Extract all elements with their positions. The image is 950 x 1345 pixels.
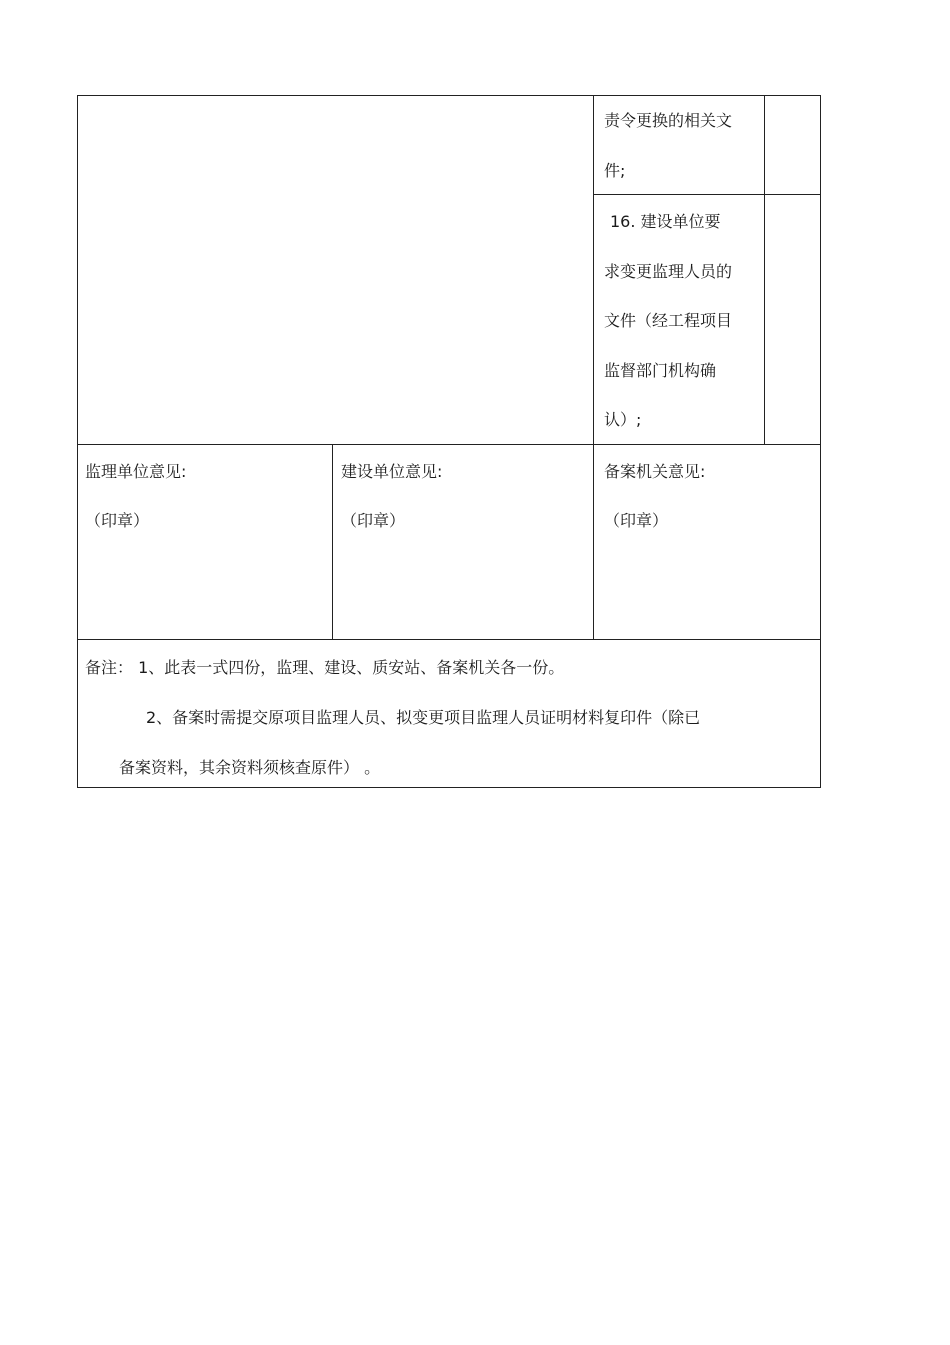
item15-line-1: 责令更换的相关文 <box>604 111 733 130</box>
construction-seal: （印章） <box>341 511 406 530</box>
item16-line-5: 认）; <box>604 410 642 429</box>
remarks-line-2: 2、备案时需提交原项目监理人员、拟变更项目监理人员证明材料复印件（除已 <box>146 708 701 727</box>
divider-item15-item16 <box>593 194 821 195</box>
filing-seal: （印章） <box>604 511 669 530</box>
divider-opinion-1 <box>332 444 333 639</box>
item16-line-3: 文件（经工程项目 <box>604 311 733 330</box>
divider-opinion-2 <box>593 444 594 639</box>
item16-line-2: 求变更监理人员的 <box>604 262 733 281</box>
item16-line-4: 监督部门机构确 <box>604 361 717 380</box>
filing-form-table <box>77 95 821 788</box>
remarks-line-1: 备注： 1、此表一式四份，监理、建设、质安站、备案机关各一份。 <box>85 658 565 677</box>
supervision-opinion-label: 监理单位意见: <box>85 462 187 481</box>
divider-opinions-top <box>78 444 821 445</box>
divider-left-right <box>593 96 594 444</box>
construction-opinion-label: 建设单位意见: <box>341 462 443 481</box>
divider-check-column <box>764 96 765 444</box>
filing-opinion-label: 备案机关意见: <box>604 462 706 481</box>
divider-remarks-top <box>78 639 821 640</box>
item15-line-2: 件; <box>604 161 626 180</box>
item16-line-1: 16. 建设单位要 <box>610 212 721 231</box>
supervision-seal: （印章） <box>85 511 150 530</box>
remarks-line-3: 备案资料，其余资料须核查原件） 。 <box>119 758 381 777</box>
